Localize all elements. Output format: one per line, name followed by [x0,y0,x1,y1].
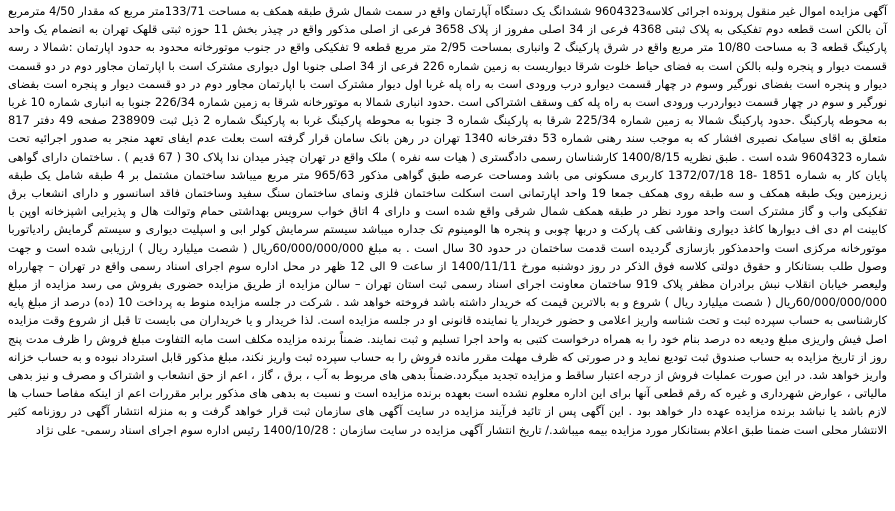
auction-notice-text: آگهی مزایده اموال غیر منقول پرونده اجرائی کلاسه9604323 ششدانگ یک دستگاه آپارتمان واقع در سمت شمال شرق طبقه همکف به مساحت 133/71متر مربع که مقدار 4/50 مترمربع آن بالکن است قطعه دوم تفکیکی به پلاک ثبتی 4368 فرعی از 34 اصلی مفروز از پلاک 3658 فرعی از اصلی مذکور واقع در چیذر بخش 11 حوزه ثبتی قلهک تهران به انضمام یک واحد پارکینگ قطعه 3 به مساحت 10/80 متر مربع واقع در شرق پارکینگ 2 وانباری بمساحت 2/95 متر مربع قطعه 9 تفکیکی واقع در جنوب موتورخانه محدود به حدود اپارتمان :شمالا د رسه قسمت دیوار و پنجره ولبه بالکن است به فضای حیاط خلوت شرقا دیواریست به زمین شماره 226 فرعی از 34 اصلی جنوبا اول دیواری مشترک است با اپارتمان مجاور دوم در دو قسمت دیوار و پنجره است بفضای نورگیر وسوم در چهار قسمت دیوارو درب ورودی است به راه پله غربا اول دیوار مشترک است با اپارتمان مجاور دوم در دو قسمت دیوار و پنجره است بفضای نورگیر و سوم در چهار قسمت دیواردرب ورودی است به راه پله کف وسقف اشتراکی است .حدود انباری شمالا به موتورخانه شرقا به زمین شماره 226/34 جنوبا به انباری شماره 10 غربا به محوطه پارکینگ .حدود پارکینگ شمالا به زمین شماره 225/34 شرقا به پارکینگ شماره 3 جنوبا به محوطه پارکینگ غربا به پارکینگ شماره 2 ذیل ثبت 238909 صفحه 49 دفتر 817 متعلق به اقای سیامک نصیری افشار که به موجب سند رهنی شماره 53 دفترخانه 1340 تهران در رهن بانک سامان قرار گرفته است بعلت عدم ایفای تعهد منجر به صدور اجرائیه تحت شماره 9604323 شده است . طبق نظریه 1400/8/15 کارشناسان رسمی دادگستری ( هیات سه نفره ) ملک واقع در تهران چیذر میدان ندا پلاک 30 ( 67 قدیم ) . ساختمان دارای گواهی پایان کار به شماره 1851 -18 1372/07/18 کاربری مسکونی می باشد ومساحت عرصه طبق گواهی مذکور 965/63 متر مربع میباشد ساختمان مشتمل بر 4 طبقه شامل یک طبقه زیرزمین ویک طبقه همکف و سه طبقه روی همکف جمعا 19 واحد اپارتمانی است اسکلت ساختمان فلزی ونمای ساختمان سنگ سفید وساختمان فاقد اسانسور و دارای انشعاب برق تفکیکی واب و گاز مشترک است واحد مورد نظر در طبقه همکف شمال شرقی واقع شده است و دارای 4 اتاق خواب سرویس بهداشتی حمام وتوالت هال و پذیرایی اشپزخانه اوپن با کابینت ام دی اف دیوارها کاغذ دیواری ونقاشی کف پارکت و دربها چوبی و پنجره ها الومینوم تک جداره میباشد سیستم سرمایش کولر ابی و اسپلیت دیواری و سیستم گرمایش رادیاتوربا موتورخانه مرکزی است واحدمذکور بازسازی گردیده است قدمت ساختمان در حدود 30 سال است . به مبلغ 60/000/000/000ریال ( شصت میلیارد ریال ) ارزیابی شده است و جهت وصول طلب بستانکار و حقوق دولتی کلاسه فوق الذکر در روز دوشنبه مورخ 1400/11/11 از ساعت 9 الی 12 ظهر در محل اداره سوم اجرای اسناد رسمی واقع در تهران – چهارراه ولیعصر خیابان انقلاب نبش برادران مظفر پلاک 919 ساختمان معاونت اجرای اسناد رسمی ثبت استان تهران – سالن مزایده از طریق مزایده حضوری بفروش می رسد مزایده از مبلغ 60/000/000/000ریال ( شصت میلیارد ریال ) شروع و به بالاترین قیمت که خریدار داشته باشد فروخته خواهد شد . شرکت در جلسه مزایده منوط به پرداخت 10 (ده) درصد از مبلغ پایه کارشناسی به حساب سپرده ثبت و تحت شناسه واریز اعلامی و حضور خریدار یا نماینده قانونی او در جلسه مزایده است. لذا خریدار و یا خریداران می بایست تا قبل از شروع وقت مزایده اصل فیش واریزی مبلغ ودیعه ده درصد بنام خود را به همراه درخواست کتبی به واحد اجرا تسلیم و ثبت نمایند. ضمناً برنده مزایده مکلف است مابه التفاوت مبلغ فروش را ظرف مدت پنج روز از تاریخ مزایده به حساب صندوق ثبت تودیع نماید و در صورتی که ظرف مهلت مقرر مانده فروش را به حساب سپرده ثبت واریز نکند، مبلغ مذکور قابل استرداد نبوده و به حساب خزانه واریز خواهد شد. در این صورت عملیات فروش از درجه اعتبار ساقط و مزایده تجدید میگردد.ضمناً بدهی های مربوط به آب ، برق ، گاز ، اعم از حق انشعاب و اشتراک و مصرف و نیز بدهی مالیاتی ، عوارض شهرداری و غیره که رقم قطعی آنها برای این اداره معلوم نشده است بعهده برنده مزایده است و نسبت به بدهی های مذکور برابر مقررات اعم از اینکه مفاصا حساب ها لازم باشد یا نباشد برنده مزایده عهده دار خواهد بود . این آگهی پس از تائید فرآیند مزایده در سایت آگهی های سازمان ثبت قرار خواهد گرفت و به منزله انتشار آگهی در روزنامه کثیر الانتشار محلی است ضمنا طبق اعلام بستانکار مورد مزایده بیمه میباشد./ تاریخ انتشار آگهی مزایده در سایت سازمان : 1400/10/28 رئیس اداره سوم اجرای اسناد رسمی- علی نژاد [8,4,888,437]
